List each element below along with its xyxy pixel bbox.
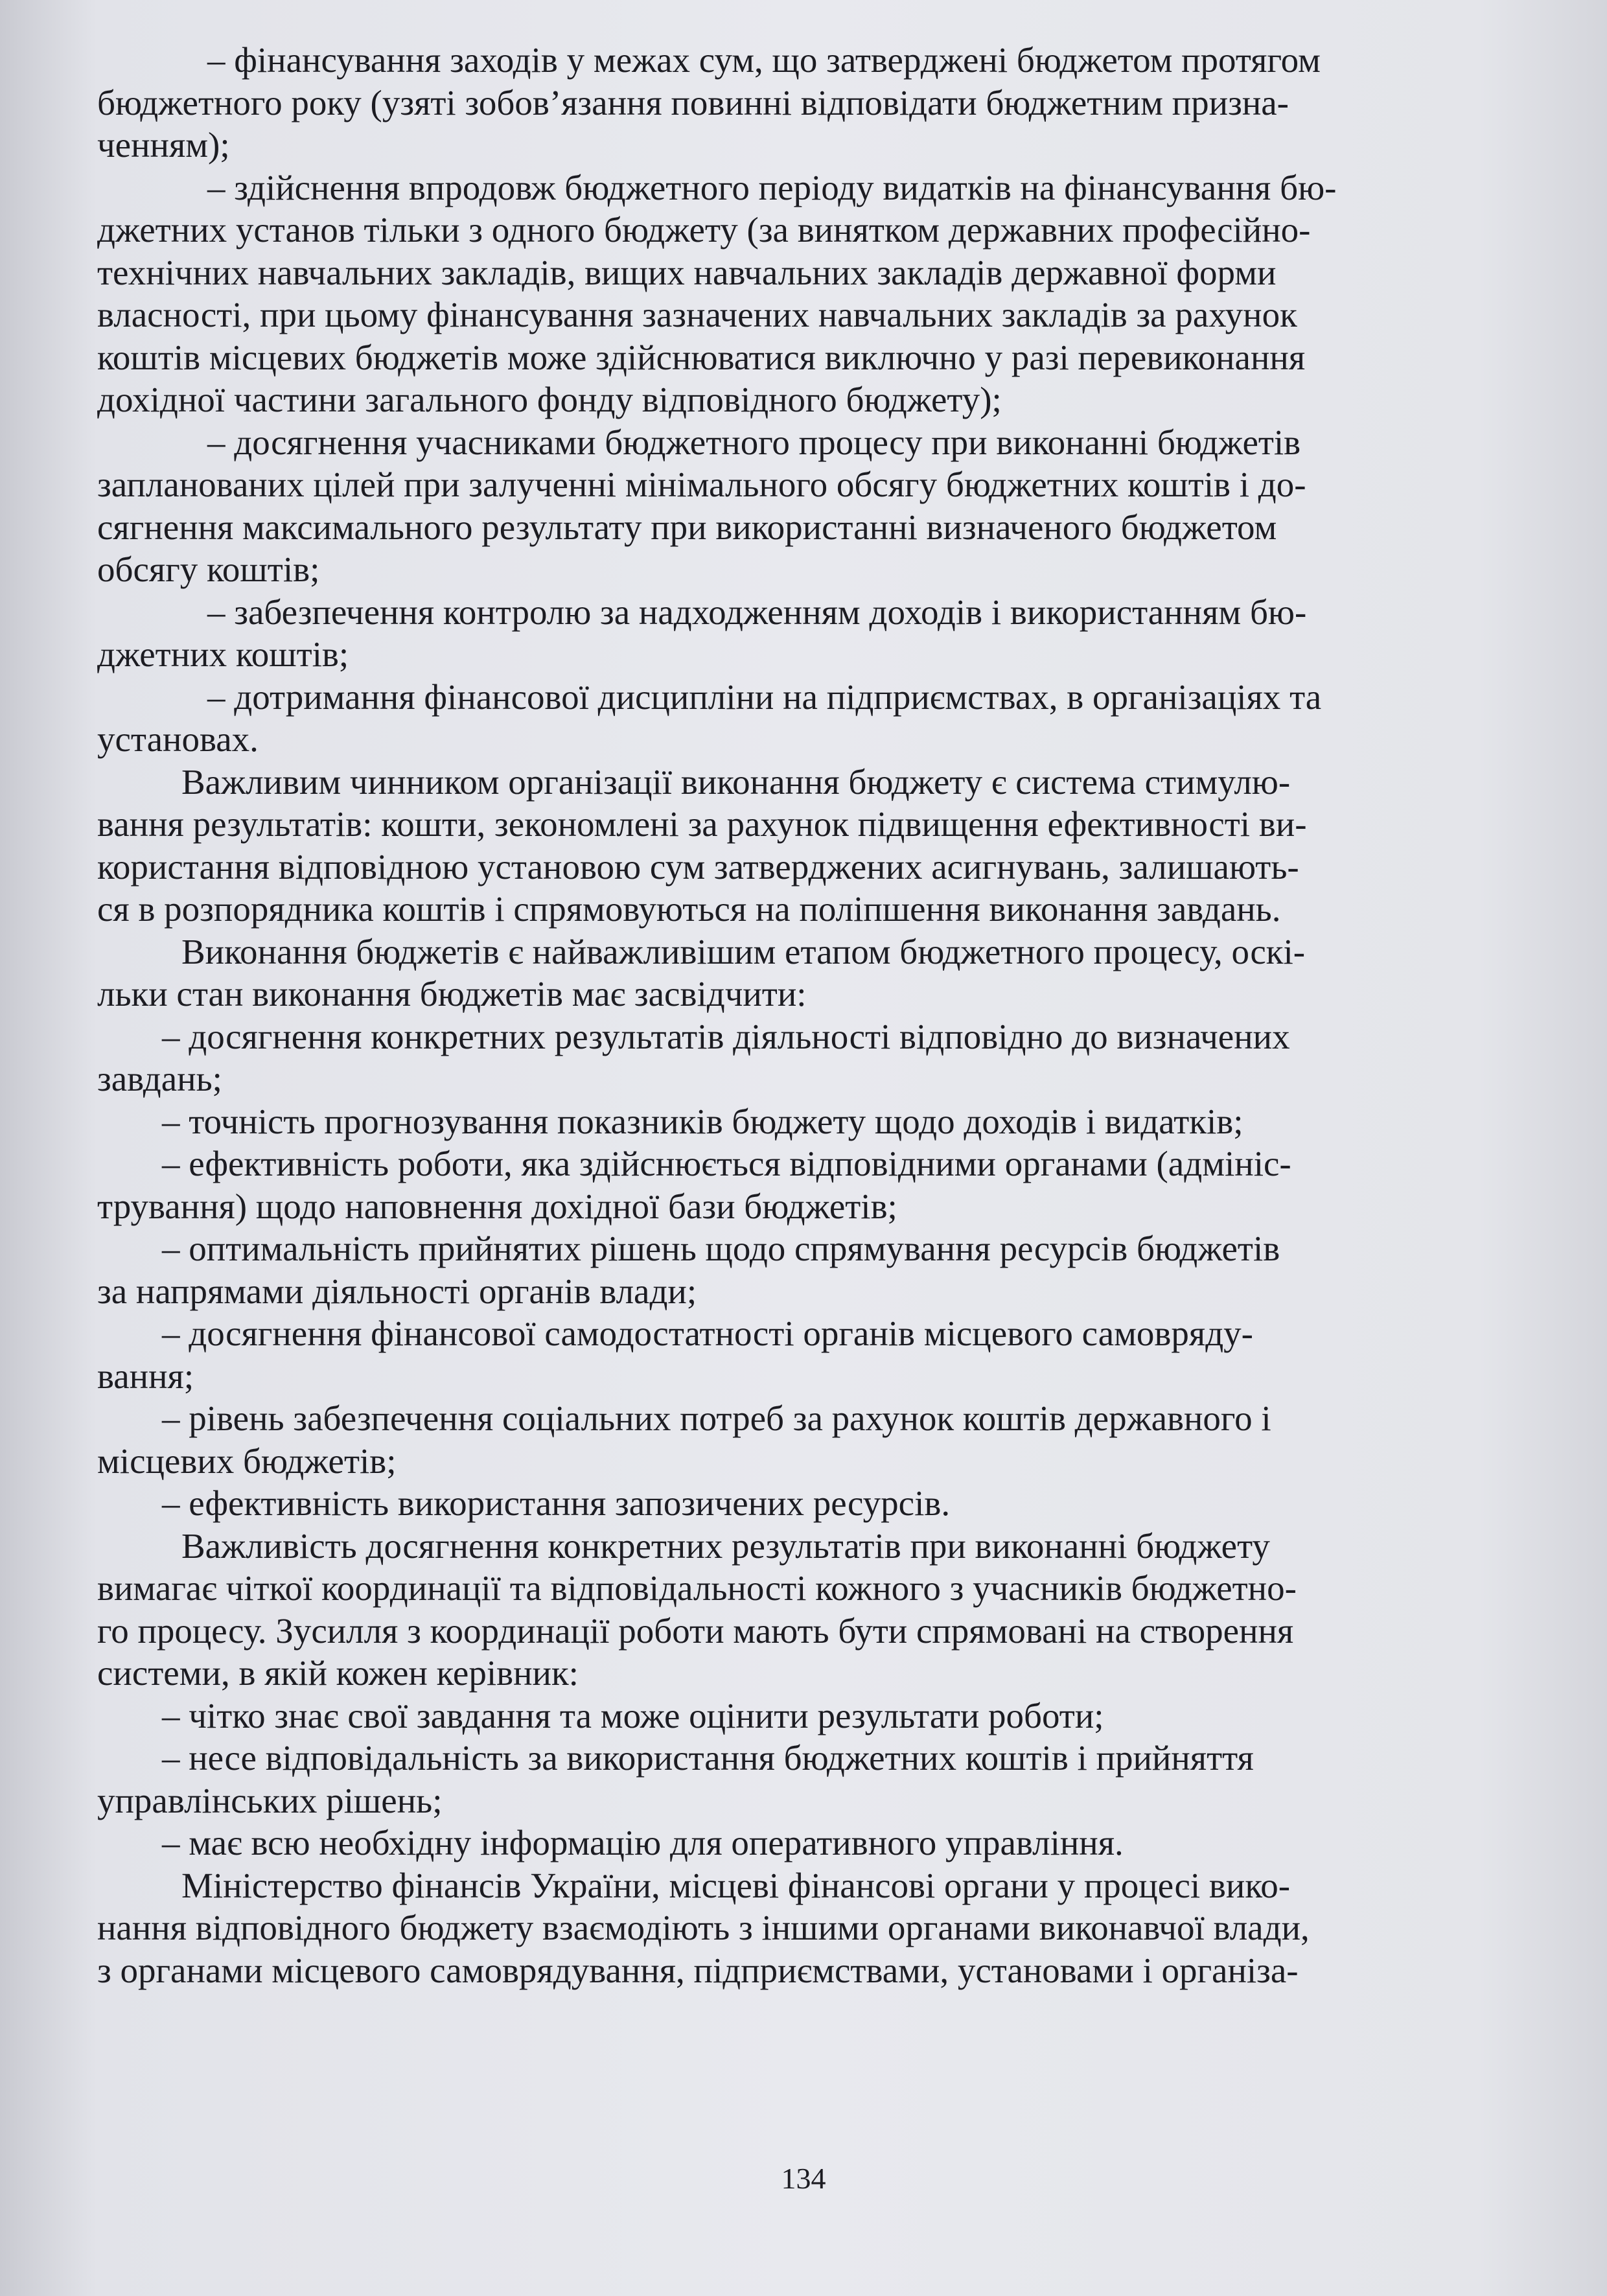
text-line: сягнення максимального результату при використанні визначеного бюджетом — [97, 507, 1277, 547]
text-line: бюджетного року (узяті зобов’язання повинні відповідати бюджетним призна- — [97, 82, 1289, 122]
text-line: місцевих бюджетів; — [97, 1441, 397, 1481]
text-line: вання; — [97, 1356, 194, 1396]
text-line: – точність прогнозування показників бюджету щодо доходів і видатків; — [162, 1101, 1243, 1141]
text-line: завдань; — [97, 1059, 222, 1098]
text-line: – досягнення учасниками бюджетного процесу при виконанні бюджетів — [207, 422, 1301, 462]
text-line: – має всю необхідну інформацію для оперативного управління. — [162, 1823, 1124, 1862]
text-line: нання відповідного бюджету взаємодіють з іншими органами виконавчої влади, — [97, 1908, 1310, 1947]
text-line: управлінських рішень; — [97, 1780, 443, 1820]
text-line: системи, в якій кожен керівник: — [97, 1653, 579, 1693]
text-line: – здійснення впродовж бюджетного періоду видатків на фінансування бю- — [207, 167, 1337, 207]
page-body — [97, 39, 1607, 1991]
text-line: – фінансування заходів у межах сум, що затверджені бюджетом протягом — [207, 40, 1321, 80]
text-line: ченням); — [97, 125, 230, 165]
text-line: – несе відповідальність за використання бюджетних коштів і прийняття — [162, 1738, 1254, 1778]
text-line: вання результатів: кошти, зекономлені за рахунок підвищення ефективності ви- — [97, 804, 1307, 844]
text-line: обсягу коштів; — [97, 550, 320, 589]
page-number: 134 — [781, 2162, 826, 2195]
text-line: ся в розпорядника коштів і спрямовуються на поліпшення виконання завдань. — [97, 889, 1281, 929]
text-line: Виконання бюджетів є найважливішим етапом бюджетного процесу, оскі- — [181, 931, 1306, 971]
text-line: коштів місцевих бюджетів може здійснюватися виключно у разі перевиконання — [97, 337, 1306, 377]
text-line: дохідної частини загального фонду відповідного бюджету); — [97, 380, 1002, 419]
text-line: – дотримання фінансової дисципліни на підприємствах, в організаціях та — [207, 677, 1322, 717]
text-line: – чітко знає свої завдання та може оцінити результати роботи; — [162, 1695, 1104, 1735]
text-line: Важливість досягнення конкретних результатів при виконанні бюджету — [181, 1525, 1270, 1566]
text-line: – рівень забезпечення соціальних потреб за рахунок коштів державного і — [162, 1398, 1271, 1438]
text-line: – забезпечення контролю за надходженням доходів і використанням бю- — [207, 592, 1307, 632]
text-line: Міністерство фінансів України, місцеві фінансові органи у процесі вико- — [181, 1865, 1291, 1905]
text-line: користання відповідною установою сум затверджених асигнувань, залишають- — [97, 846, 1299, 887]
text-line: – оптимальність прийнятих рішень щодо спрямування ресурсів бюджетів — [162, 1229, 1280, 1268]
text-line: джетних коштів; — [97, 634, 349, 674]
text-line: льки стан виконання бюджетів має засвідчити: — [97, 974, 807, 1014]
text-line: за напрямами діяльності органів влади; — [97, 1271, 697, 1311]
text-line: джетних установ тільки з одного бюджету (за винятком державних професійно- — [97, 210, 1311, 249]
text-line: – досягнення фінансової самодостатності органів місцевого самовряду- — [162, 1314, 1253, 1353]
text-line: установах. — [97, 719, 259, 759]
text-line: – досягнення конкретних результатів діяльності відповідно до визначених — [162, 1016, 1290, 1056]
text-line: вимагає чіткої координації та відповідальності кожного з учасників бюджетно- — [97, 1568, 1297, 1608]
text-line: го процесу. Зусилля з координації роботи мають бути спрямовані на створення — [97, 1610, 1294, 1651]
text-line: з органами місцевого самоврядування, підприємствами, установами і організа- — [97, 1950, 1299, 1990]
text-line: запланованих цілей при залученні мінімального обсягу бюджетних коштів і до- — [97, 465, 1306, 504]
text-line: власності, при цьому фінансування зазначених навчальних закладів за рахунок — [97, 295, 1297, 334]
text-line: Важливим чинником організації виконання бюджету є система стимулю- — [181, 761, 1291, 802]
text-line: – ефективність роботи, яка здійснюється відповідними органами (адмініс- — [162, 1144, 1291, 1183]
text-line: – ефективність використання запозичених ресурсів. — [162, 1483, 951, 1523]
text-line: трування) щодо наповнення дохідної бази бюджетів; — [97, 1186, 897, 1226]
text-line: технічних навчальних закладів, вищих навчальних закладів державної форми — [97, 252, 1277, 292]
